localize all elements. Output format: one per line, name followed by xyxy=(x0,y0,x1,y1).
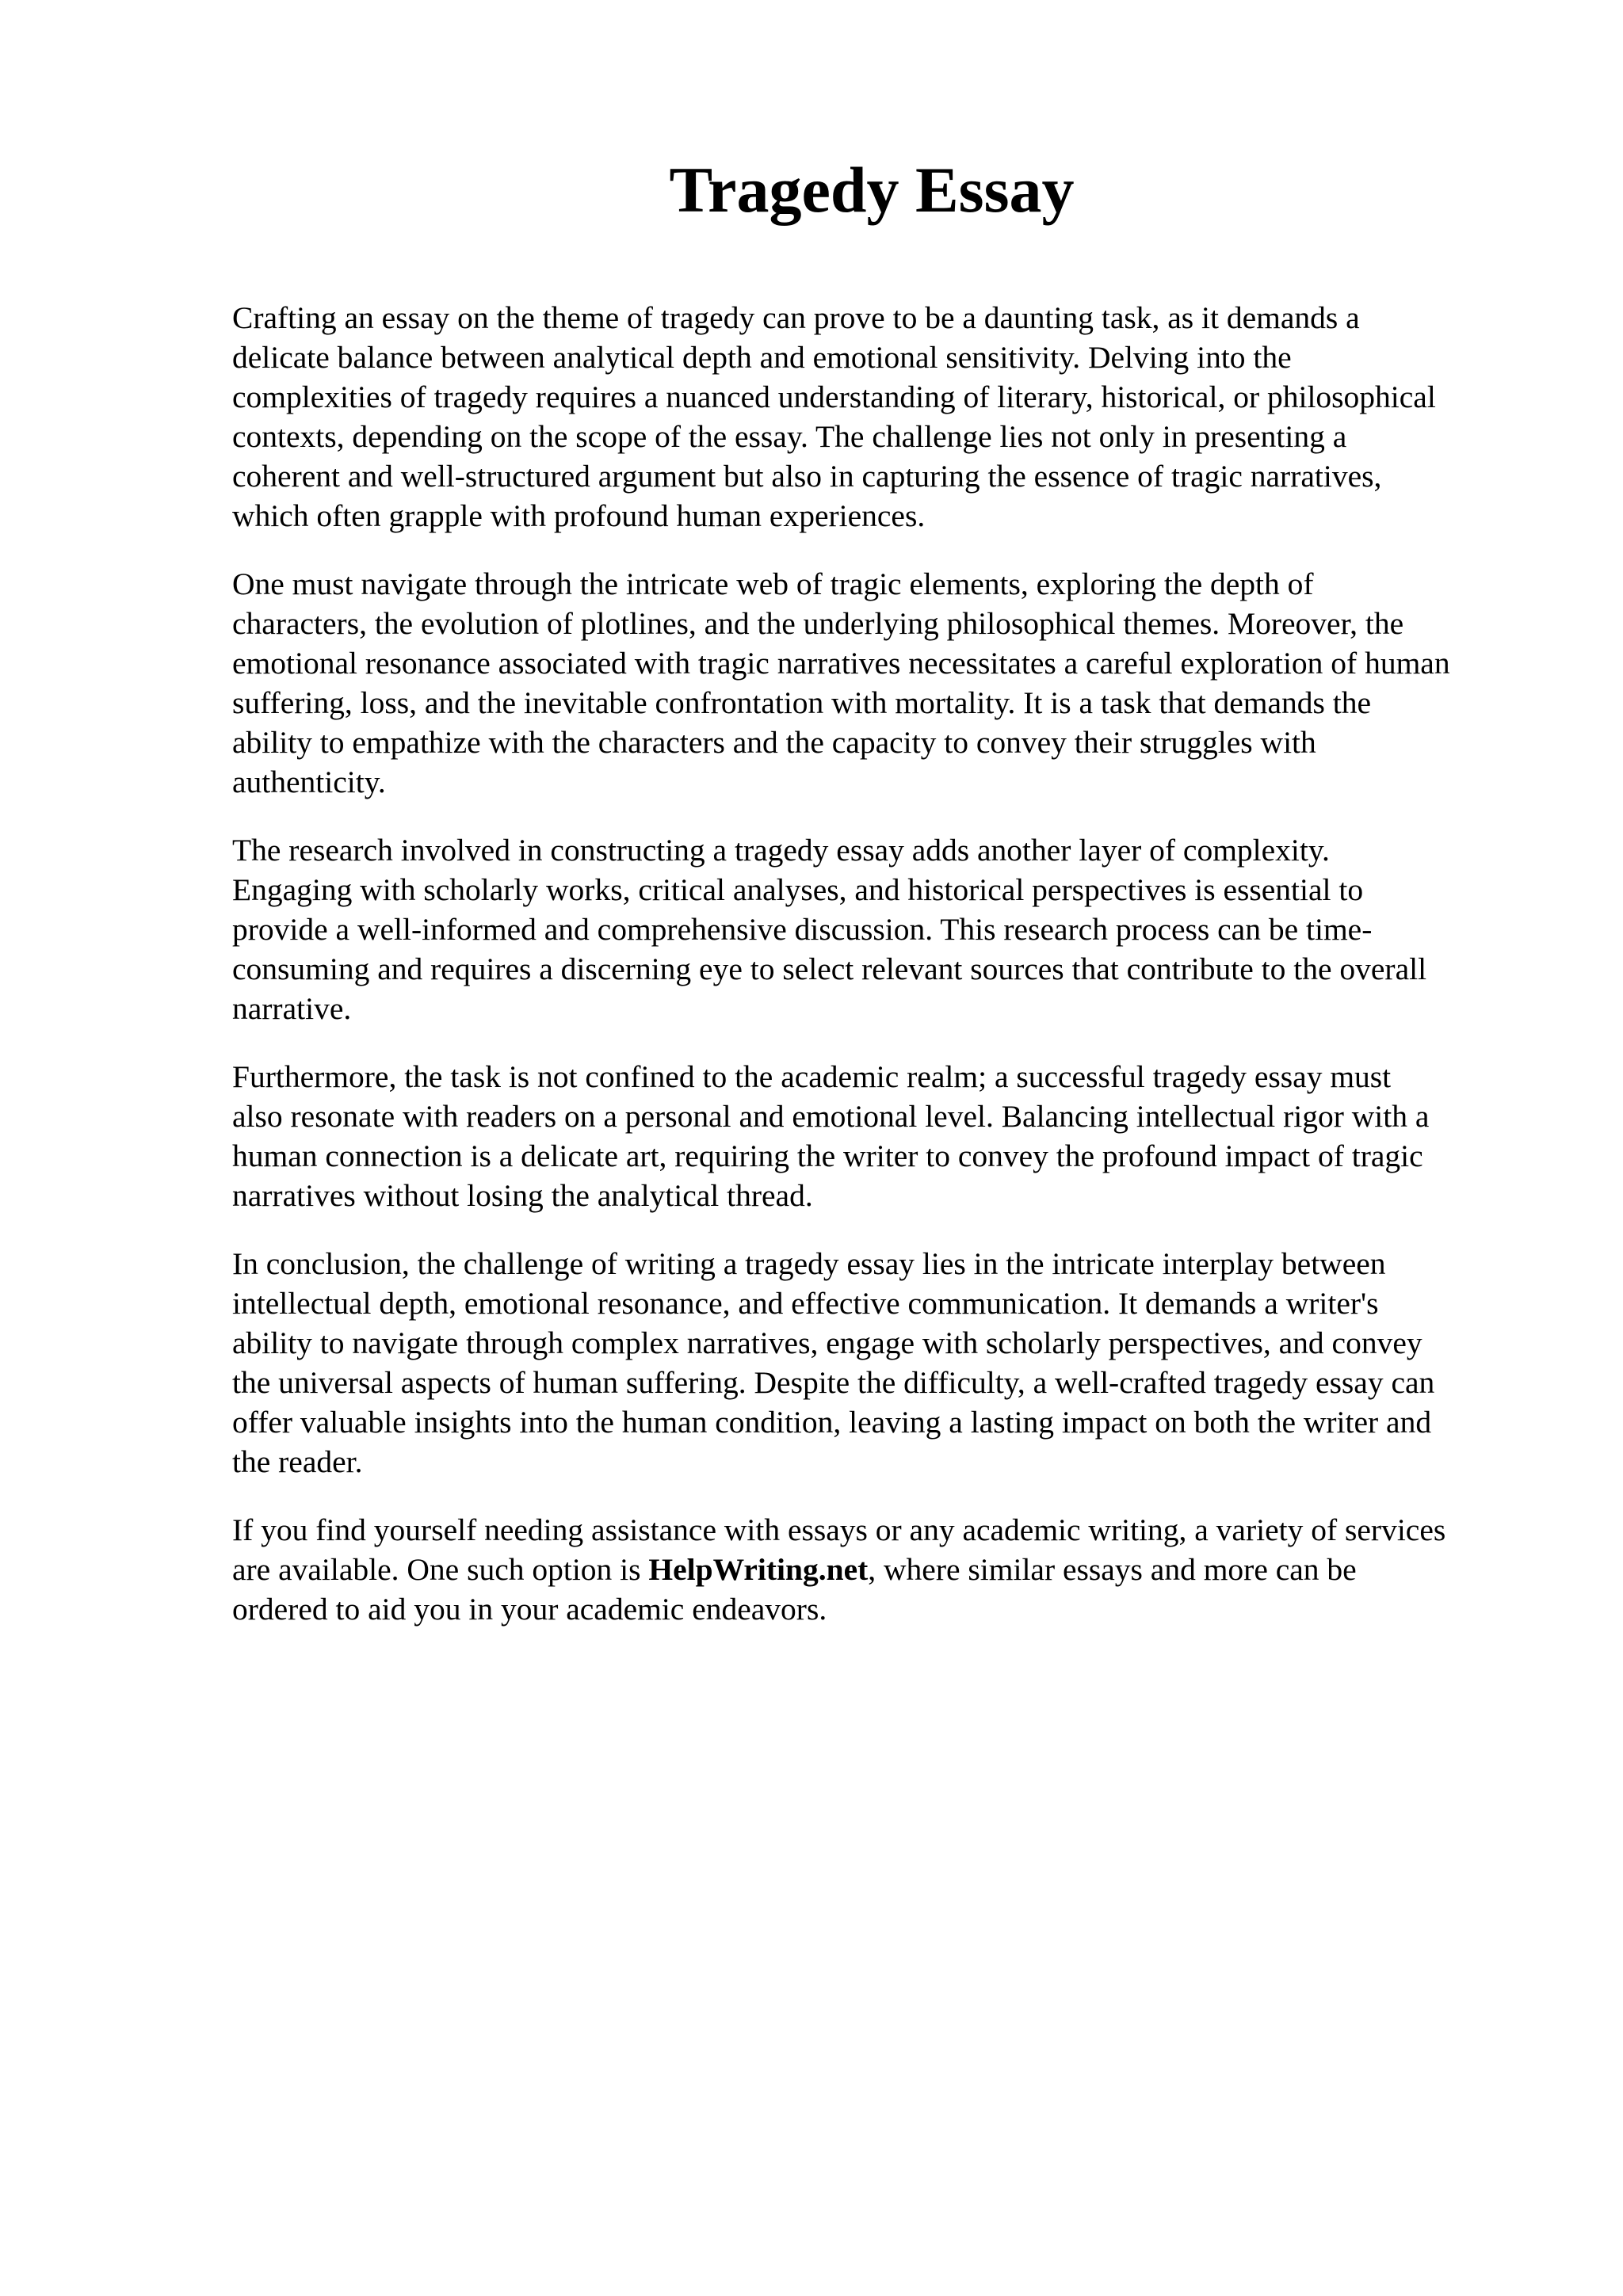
paragraph-line: In conclusion, the challenge of writing a tragedy essay lies in the intricate interplay between xyxy=(232,1246,1386,1281)
paragraph-line: human connection is a delicate art, requiring the writer to convey the profound impact of tragic xyxy=(232,1138,1423,1173)
paragraph-line: ability to empathize with the characters and the capacity to convey their struggles with xyxy=(232,725,1316,760)
paragraph-6 xyxy=(232,1510,1532,1629)
paragraph-line: offer valuable insights into the human condition, leaving a lasting impact on both the writer and xyxy=(232,1405,1432,1440)
document-body xyxy=(232,298,1532,1657)
document-title: Tragedy Essay xyxy=(669,154,1075,226)
paragraph-line: narrative. xyxy=(232,991,352,1026)
paragraph-line: Crafting an essay on the theme of tragedy can prove to be a daunting task, as it demands a xyxy=(232,300,1360,335)
paragraph-line: complexities of tragedy requires a nuanced understanding of literary, historical, or philosophical xyxy=(232,379,1436,414)
paragraph-line: If you find yourself needing assistance with essays or any academic writing, a variety of services xyxy=(232,1512,1446,1547)
paragraph-line: ordered to aid you in your academic endeavors. xyxy=(232,1592,827,1627)
paragraph-line: authenticity. xyxy=(232,765,386,799)
paragraph-line: the universal aspects of human suffering. Despite the difficulty, a well-crafted tragedy essay can xyxy=(232,1365,1435,1400)
paragraph-line: narratives without losing the analytical thread. xyxy=(232,1178,813,1213)
paragraph-line: intellectual depth, emotional resonance, and effective communication. It demands a writer's xyxy=(232,1286,1379,1321)
line-text-before-link: are available. One such option is xyxy=(232,1552,649,1587)
paragraph-line: provide a well-informed and comprehensive discussion. This research process can be time- xyxy=(232,912,1373,947)
paragraph-line: suffering, loss, and the inevitable confrontation with mortality. It is a task that demands the xyxy=(232,685,1372,720)
paragraph-line: delicate balance between analytical depth and emotional sensitivity. Delving into the xyxy=(232,340,1292,375)
paragraph-line: One must navigate through the intricate web of tragic elements, exploring the depth of xyxy=(232,566,1314,601)
line-text-after-link: , where similar essays and more can be xyxy=(868,1552,1357,1587)
paragraph-line: contexts, depending on the scope of the essay. The challenge lies not only in presenting a xyxy=(232,419,1347,454)
paragraph-2 xyxy=(232,564,1532,802)
paragraph-line: the reader. xyxy=(232,1444,363,1479)
paragraph-line: consuming and requires a discerning eye to select relevant sources that contribute to the overall xyxy=(232,952,1427,986)
paragraph-line: Furthermore, the task is not confined to the academic realm; a successful tragedy essay must xyxy=(232,1059,1392,1094)
paragraph-line-with-link xyxy=(232,1550,1532,1589)
paragraph-3 xyxy=(232,830,1532,1028)
paragraph-line: ability to navigate through complex narratives, engage with scholarly perspectives, and convey xyxy=(232,1325,1423,1360)
helpwriting-link[interactable]: HelpWriting.net xyxy=(648,1552,869,1587)
paragraph-1 xyxy=(232,298,1532,536)
paragraph-line: emotional resonance associated with tragic narratives necessitates a careful exploration of human xyxy=(232,646,1450,681)
paragraph-4 xyxy=(232,1057,1532,1215)
paragraph-line: also resonate with readers on a personal and emotional level. Balancing intellectual rigor with a xyxy=(232,1099,1430,1134)
paragraph-line: The research involved in constructing a tragedy essay adds another layer of complexity. xyxy=(232,833,1330,868)
paragraph-5 xyxy=(232,1244,1532,1482)
paragraph-line: coherent and well-structured argument but also in capturing the essence of tragic narratives, xyxy=(232,459,1382,494)
paragraph-line: Engaging with scholarly works, critical analyses, and historical perspectives is essential to xyxy=(232,872,1364,907)
paragraph-line: which often grapple with profound human experiences. xyxy=(232,498,926,533)
paragraph-line: characters, the evolution of plotlines, and the underlying philosophical themes. Moreover, the xyxy=(232,606,1404,641)
